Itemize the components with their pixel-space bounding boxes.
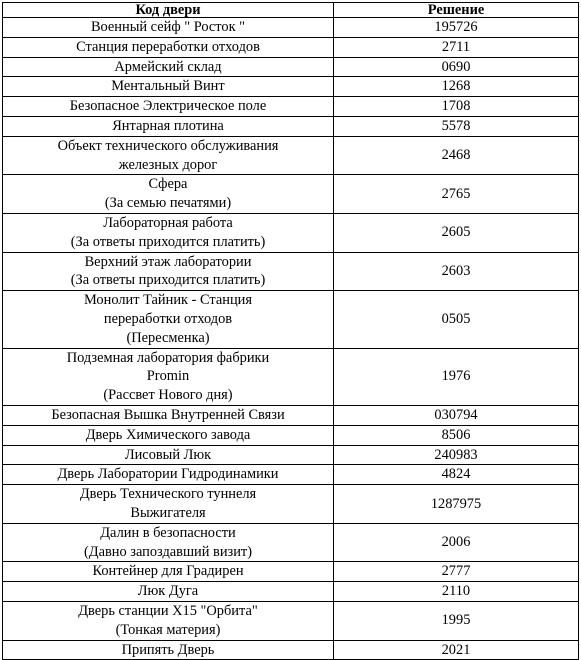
- table-header-row: [3, 3, 579, 18]
- door-name-line: Янтарная плотина: [112, 117, 224, 134]
- table-row: [3, 601, 579, 640]
- door-name-line: Дверь Технического туннеля: [79, 486, 257, 503]
- door-code-cell: 5578: [334, 116, 579, 136]
- door-code-cell: 2711: [334, 37, 579, 57]
- table-row: [3, 18, 579, 38]
- table-row: [3, 405, 579, 425]
- table-row: [3, 582, 579, 602]
- door-code-cell: 1995: [334, 601, 579, 640]
- door-name-line: (За семью печатями): [104, 195, 232, 212]
- door-name-cell: [3, 77, 334, 97]
- door-code-cell: 195726: [334, 18, 579, 38]
- door-code-cell: 1268: [334, 77, 579, 97]
- door-name-cell: [3, 252, 334, 291]
- header-door-code: Код двери: [3, 3, 334, 18]
- door-code-cell: 1708: [334, 97, 579, 117]
- door-code-cell: 2021: [334, 640, 579, 660]
- door-name-cell: [3, 37, 334, 57]
- door-name-line: Лабораторная работа: [103, 214, 233, 231]
- table-row: [3, 640, 579, 660]
- table-row: [3, 37, 579, 57]
- table-row: [3, 465, 579, 485]
- door-name-cell: [3, 601, 334, 640]
- door-name-line: Безопасная Вышка Внутренней Связи: [51, 406, 285, 423]
- table-row: [3, 57, 579, 77]
- door-name-line: Объект технического обслуживания: [57, 137, 279, 154]
- door-name-line: (Пересменка): [126, 329, 210, 346]
- door-code-cell: 2603: [334, 252, 579, 291]
- table-row: [3, 291, 579, 348]
- door-code-cell: 0690: [334, 57, 579, 77]
- table-row: [3, 348, 579, 405]
- header-solution: Решение: [334, 3, 579, 18]
- table-row: [3, 77, 579, 97]
- door-name-line: железных дорог: [118, 156, 218, 173]
- door-code-cell: 2468: [334, 136, 579, 175]
- door-name-line: Люк Дуга: [137, 583, 199, 600]
- door-code-cell: 2110: [334, 582, 579, 602]
- table-row: [3, 425, 579, 445]
- door-name-line: Армейский склад: [114, 58, 222, 75]
- table-row: [3, 562, 579, 582]
- door-name-line: Монолит Тайник - Станция: [84, 292, 252, 309]
- door-name-line: (За ответы приходится платить): [70, 272, 266, 289]
- door-name-cell: [3, 425, 334, 445]
- door-name-line: Лисовый Люк: [124, 446, 212, 463]
- table-row: [3, 97, 579, 117]
- door-codes-table: [2, 2, 579, 660]
- door-name-line: Военный сейф " Росток ": [90, 19, 246, 35]
- door-name-line: Promin: [146, 368, 190, 385]
- door-code-cell: 2605: [334, 213, 579, 252]
- door-name-line: Выжигателя: [130, 504, 206, 521]
- door-name-line: Сфера: [148, 176, 188, 193]
- door-name-cell: [3, 213, 334, 252]
- door-name-cell: [3, 523, 334, 562]
- table-body: [3, 18, 579, 660]
- table-row: [3, 252, 579, 291]
- door-name-line: Станция переработки отходов: [76, 38, 260, 55]
- door-name-line: Подземная лаборатория фабрики: [66, 349, 270, 366]
- door-name-line: переработки отходов: [103, 310, 233, 327]
- door-name-cell: [3, 18, 334, 38]
- door-code-cell: 4824: [334, 465, 579, 485]
- door-code-cell: 2765: [334, 175, 579, 214]
- door-name-cell: [3, 640, 334, 660]
- door-name-cell: [3, 405, 334, 425]
- door-code-cell: 2777: [334, 562, 579, 582]
- door-code-cell: 0505: [334, 291, 579, 348]
- table-row: [3, 136, 579, 175]
- door-code-cell: 030794: [334, 405, 579, 425]
- table-row: [3, 213, 579, 252]
- door-name-cell: [3, 445, 334, 465]
- door-name-line: (За ответы приходится платить): [70, 233, 266, 250]
- table-row: [3, 485, 579, 524]
- door-name-cell: [3, 175, 334, 214]
- door-code-cell: 2006: [334, 523, 579, 562]
- door-name-line: (Рассвет Нового дня): [103, 387, 233, 404]
- door-name-cell: [3, 57, 334, 77]
- door-name-cell: [3, 582, 334, 602]
- door-name-cell: [3, 116, 334, 136]
- door-code-cell: 8506: [334, 425, 579, 445]
- door-name-cell: [3, 97, 334, 117]
- door-code-cell: 1287975: [334, 485, 579, 524]
- door-name-line: (Тонкая материя): [115, 621, 221, 638]
- door-name-cell: [3, 562, 334, 582]
- door-name-line: Дверь Лаборатории Гидродинамики: [57, 466, 279, 483]
- door-name-line: Припять Дверь: [121, 641, 215, 658]
- table-row: [3, 523, 579, 562]
- door-name-cell: [3, 348, 334, 405]
- door-code-cell: 1976: [334, 348, 579, 405]
- table-row: [3, 445, 579, 465]
- door-name-line: Дверь Химического завода: [85, 426, 251, 443]
- table-row: [3, 175, 579, 214]
- door-name-cell: [3, 485, 334, 524]
- door-name-line: Безопасное Электрическое поле: [69, 98, 267, 115]
- table-row: [3, 116, 579, 136]
- door-name-line: Дверь станции Х15 "Орбита": [78, 602, 258, 619]
- door-name-cell: [3, 136, 334, 175]
- door-name-cell: [3, 465, 334, 485]
- door-name-cell: [3, 291, 334, 348]
- door-code-cell: 240983: [334, 445, 579, 465]
- door-name-line: Ментальный Винт: [111, 78, 225, 95]
- door-name-line: (Давно запоздавший визит): [83, 543, 253, 560]
- door-name-line: Верхний этаж лаборатории: [84, 253, 252, 270]
- door-name-line: Далин в безопасности: [100, 524, 236, 541]
- door-name-line: Контейнер для Градирен: [92, 563, 244, 580]
